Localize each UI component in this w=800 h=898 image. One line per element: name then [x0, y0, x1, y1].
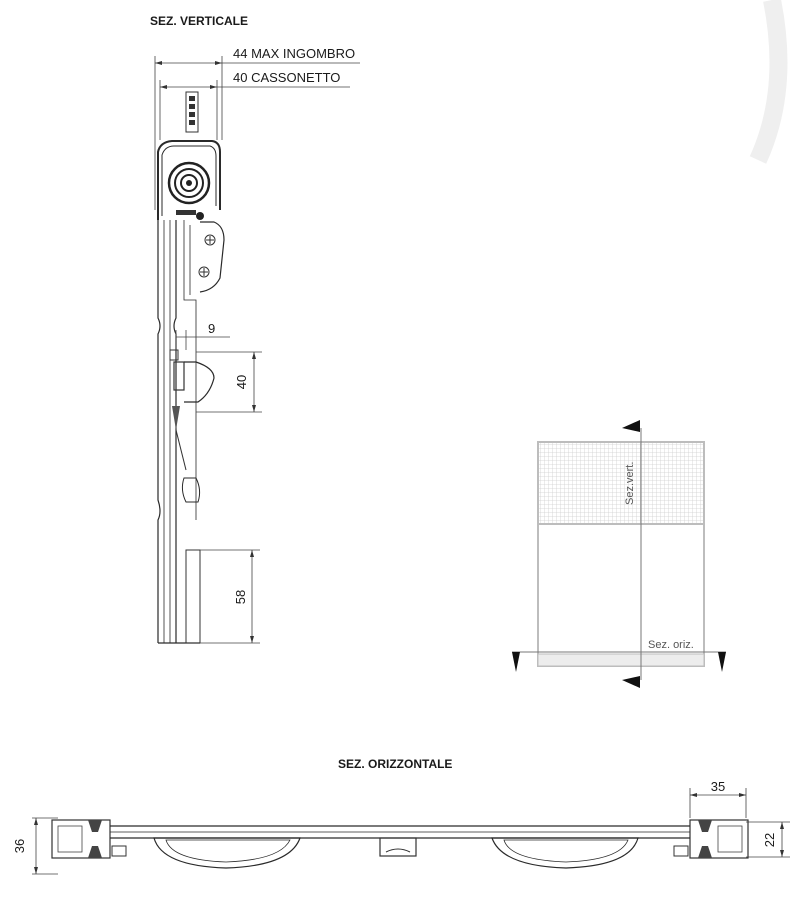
vertical-section	[150, 14, 360, 643]
dimension-9	[176, 321, 230, 350]
handle-left	[154, 838, 300, 868]
handle-right	[492, 838, 638, 868]
guide-rail	[158, 220, 200, 643]
cassette-box	[158, 141, 220, 220]
dimension-36-label: 36	[12, 838, 27, 854]
decorative-arc	[758, 0, 778, 160]
dimension-40-vertical	[196, 352, 262, 412]
max-ingombro-label: 44 MAX INGOMBRO	[233, 46, 356, 61]
cord-pull	[186, 92, 198, 132]
vertical-section-title: SEZ. VERTICALE	[150, 14, 249, 28]
dimension-58-label: 58	[233, 589, 248, 605]
dimension-9-label: 9	[208, 321, 216, 336]
dimension-40	[160, 70, 350, 140]
sez-vert-label: Sez.vert.	[624, 461, 636, 505]
mounting-bracket	[199, 222, 224, 292]
horizontal-bar	[110, 826, 690, 838]
cassonetto-label: 40 CASSONETTO	[233, 70, 341, 85]
horizontal-section-title: SEZ. ORIZZONTALE	[338, 757, 453, 771]
horizontal-section	[12, 757, 790, 874]
dimension-36	[12, 818, 58, 874]
sez-oriz-label: Sez. oriz.	[648, 639, 694, 651]
dimension-40-label: 40	[234, 374, 249, 390]
bottom-bar	[186, 550, 260, 643]
dimension-22	[746, 822, 790, 857]
dimension-35	[690, 779, 746, 818]
dimension-35-label: 35	[710, 779, 726, 794]
schematic	[512, 420, 726, 688]
dimension-22-label: 22	[762, 832, 777, 848]
center-clip	[380, 838, 416, 856]
mesh-panel	[538, 442, 704, 524]
